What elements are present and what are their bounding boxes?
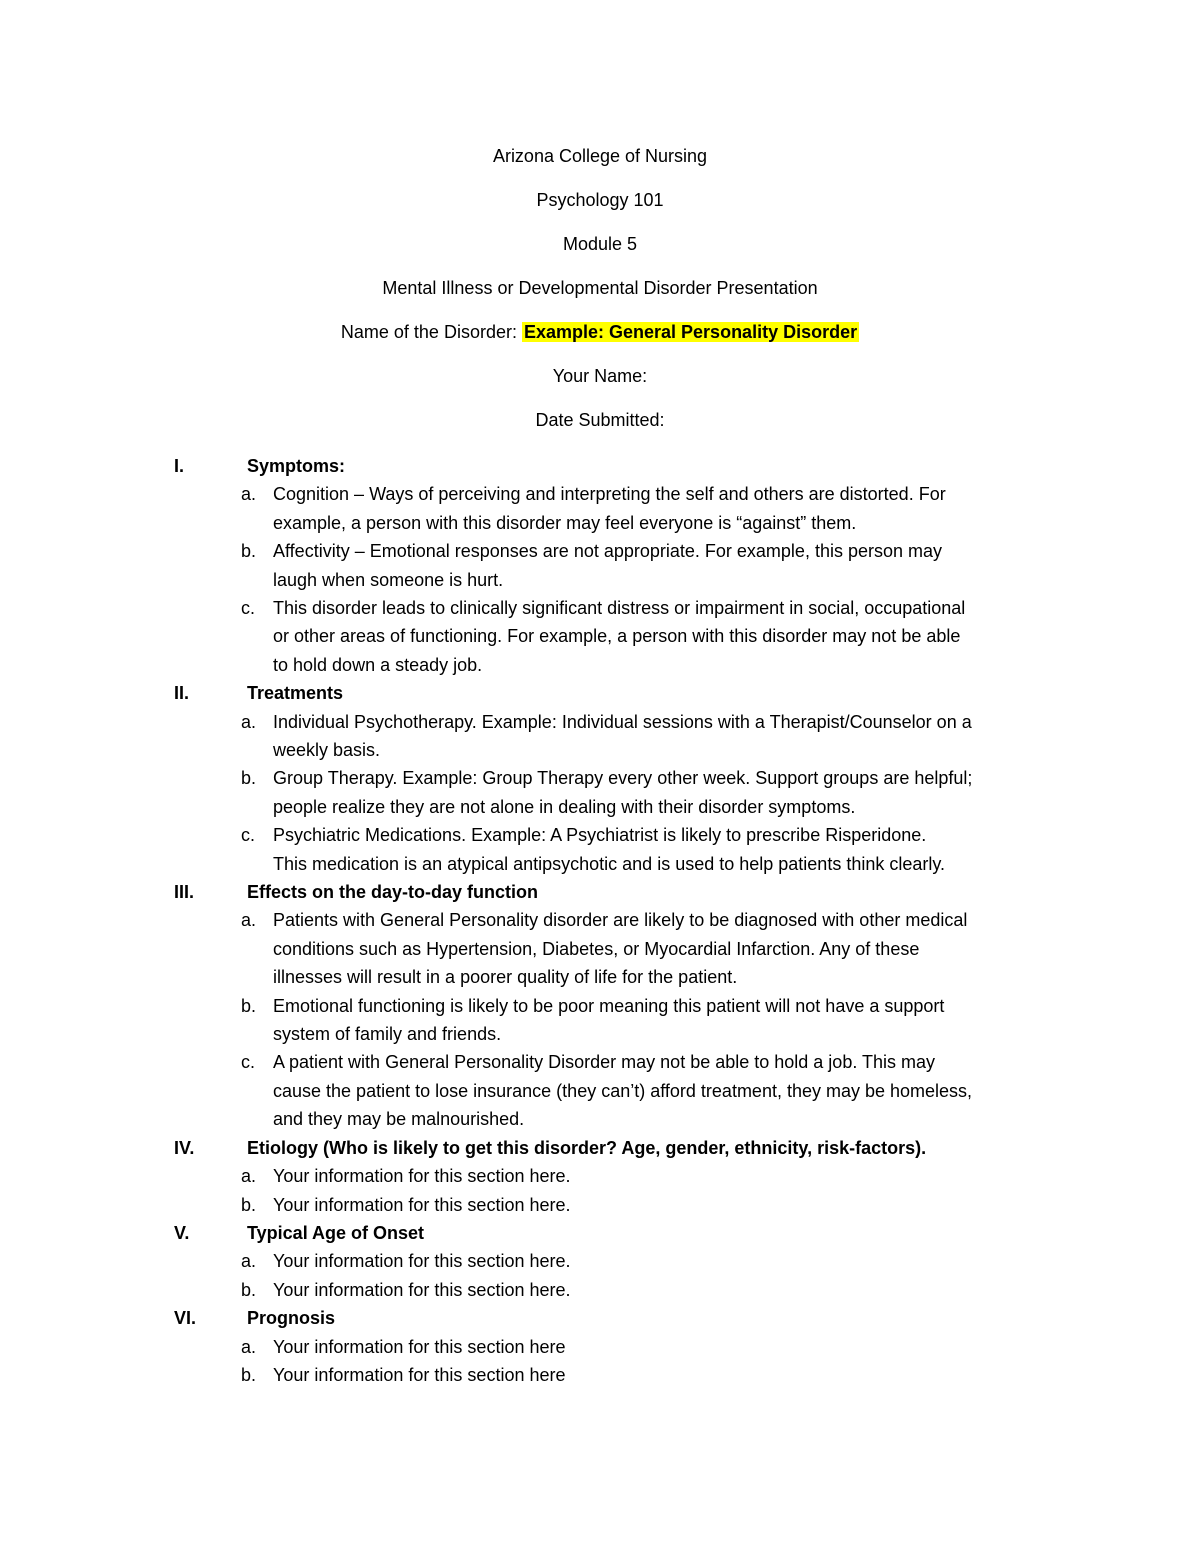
item-text-line: Your information for this section here. [273,1279,571,1300]
date-submitted-label: Date Submitted: [535,410,665,430]
list-item [174,480,1054,537]
item-letter: c. [241,825,256,846]
item-text-line: Your information for this section here [273,1336,566,1357]
section-title: Treatments [247,683,344,704]
item-letter: b. [241,541,257,562]
item-text-line: Emotional functioning is likely to be poor meaning this patient will not have a support [273,995,945,1016]
outline-section [174,679,1054,878]
section-heading [174,452,1054,480]
item-text-line: Cognition – Ways of perceiving and interpreting the self and others are distorted. For [273,484,946,505]
outline [174,452,1054,1389]
item-text-line: and they may be malnourished. [273,1109,525,1130]
document-header [0,143,1200,451]
item-text-line: Affectivity – Emotional responses are not appropriate. For example, this person may [273,541,942,562]
section-numeral: II. [174,683,190,704]
item-letter: b. [241,768,257,789]
disorder-name-line [0,319,1200,345]
course-name: Psychology 101 [536,190,664,210]
section-heading [174,1134,1054,1162]
list-item [174,764,1054,821]
section-numeral: III. [174,882,195,903]
outline-section [174,878,1054,1134]
item-letter: c. [241,598,256,619]
list-item [174,992,1054,1049]
section-heading [174,679,1054,707]
list-item [174,1048,1054,1133]
list-item [174,1361,1054,1389]
disorder-name-value: Example: General Personality Disorder [523,322,858,342]
item-text-line: This disorder leads to clinically significant distress or impairment in social, occupational [273,598,966,619]
item-letter: a. [241,711,257,732]
item-text-line: laugh when someone is hurt. [273,569,504,590]
item-text-line: Your information for this section here. [273,1194,571,1215]
section-numeral: V. [174,1222,190,1243]
item-text-line: illnesses will result in a poorer quality of life for the patient. [273,967,738,988]
item-text-line: example, a person with this disorder may feel everyone is “against” them. [273,512,857,533]
item-text-line: Patients with General Personality disorder are likely to be diagnosed with other medical [273,910,968,931]
item-text-line: Your information for this section here. [273,1166,571,1187]
item-text-line: conditions such as Hypertension, Diabetes, or Myocardial Infarction. Any of these [273,938,920,959]
item-letter: a. [241,1336,257,1357]
your-name-label: Your Name: [552,366,648,386]
school-name: Arizona College of Nursing [492,146,708,166]
section-heading [174,1219,1054,1247]
item-text-line: Your information for this section here. [273,1251,571,1272]
item-text-line: Psychiatric Medications. Example: A Psychiatrist is likely to prescribe Risperidone. [273,825,927,846]
list-item [174,594,1054,679]
item-text-line: A patient with General Personality Disorder may not be able to hold a job. This may [273,1052,936,1073]
item-text-line: Group Therapy. Example: Group Therapy every other week. Support groups are helpful; [273,768,973,789]
item-text-line: people realize they are not alone in dealing with their disorder symptoms. [273,796,856,817]
outline-section [174,1304,1054,1389]
section-numeral: IV. [174,1137,195,1158]
list-item [174,537,1054,594]
section-heading [174,878,1054,906]
module-name: Module 5 [562,234,638,254]
item-letter: b. [241,1279,257,1300]
assignment-title: Mental Illness or Developmental Disorder Presentation [382,278,818,298]
list-item [174,1276,1054,1304]
item-letter: c. [241,1052,256,1073]
outline-section [174,452,1054,679]
section-heading [174,1304,1054,1332]
section-title: Effects on the day-to-day function [247,882,539,903]
list-item [174,906,1054,991]
item-letter: a. [241,1166,257,1187]
item-letter: b. [241,1364,257,1385]
section-numeral: I. [174,456,185,476]
item-text-line: This medication is an atypical antipsychotic and is used to help patients think clearly. [273,853,946,874]
list-item [174,1247,1054,1275]
section-title: Typical Age of Onset [247,1222,425,1243]
item-letter: b. [241,1194,257,1215]
outline-section [174,1134,1054,1219]
item-text-line: weekly basis. [273,740,381,761]
item-letter: a. [241,484,257,505]
item-letter: b. [241,995,257,1016]
list-item [174,1333,1054,1361]
item-letter: a. [241,910,257,931]
item-text-line: Your information for this section here [273,1364,566,1385]
disorder-name-label: Name of the Disorder: [340,322,522,342]
list-item [174,1191,1054,1219]
item-text-line: or other areas of functioning. For example, a person with this disorder may not be able [273,626,961,647]
item-text-line: Individual Psychotherapy. Example: Individual sessions with a Therapist/Counselor on a [273,711,972,732]
list-item [174,1162,1054,1190]
item-text-line: cause the patient to lose insurance (they can’t) afford treatment, they may be homeless, [273,1080,973,1101]
list-item [174,708,1054,765]
section-title: Prognosis [247,1308,336,1329]
item-text-line: system of family and friends. [273,1024,502,1045]
section-title: Symptoms: [247,456,346,476]
list-item [174,821,1054,878]
section-numeral: VI. [174,1308,197,1329]
item-text-line: to hold down a steady job. [273,654,483,675]
outline-section [174,1219,1054,1304]
item-letter: a. [241,1251,257,1272]
section-title: Etiology (Who is likely to get this disorder? Age, gender, ethnicity, risk-factors). [247,1137,927,1158]
